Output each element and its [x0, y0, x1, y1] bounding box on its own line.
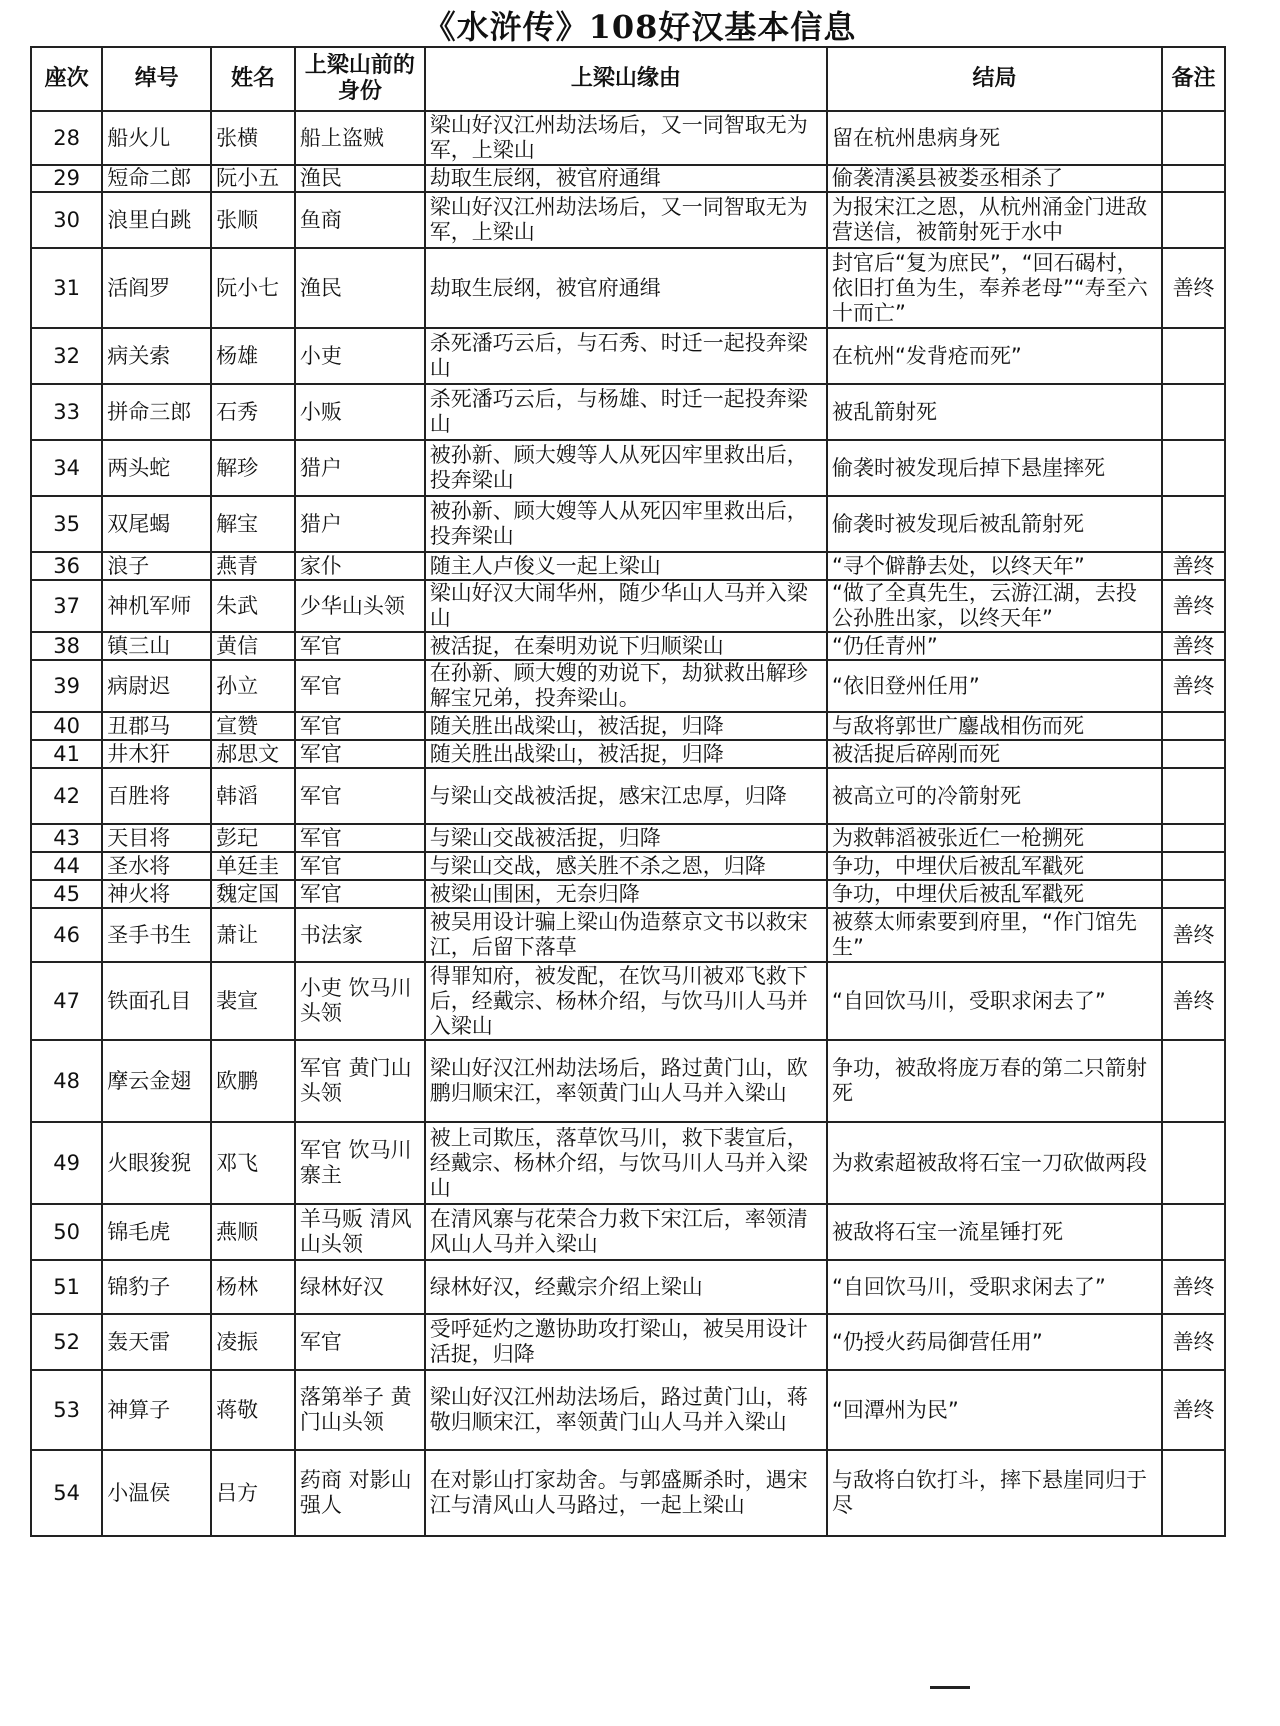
cell-ending: 争功，中埋伏后被乱军戳死: [827, 880, 1162, 908]
table-row: [31, 740, 1225, 768]
table-row: [31, 165, 1225, 192]
cell-name: 张顺: [211, 192, 295, 248]
cell-identity: 军官: [295, 740, 425, 768]
cell-name: 萧让: [211, 908, 295, 962]
cell-nickname: 摩云金翅: [102, 1040, 211, 1122]
cell-ending: 争功，中埋伏后被乱军戳死: [827, 852, 1162, 880]
cell-nickname: 船火儿: [102, 111, 211, 165]
cell-note: 善终: [1162, 962, 1225, 1040]
cell-seat: 32: [31, 328, 102, 384]
table-row: [31, 880, 1225, 908]
cell-seat: 46: [31, 908, 102, 962]
cell-seat: 30: [31, 192, 102, 248]
cell-ending: 偷袭时被发现后被乱箭射死: [827, 496, 1162, 552]
cell-nickname: 井木犴: [102, 740, 211, 768]
cell-seat: 37: [31, 580, 102, 632]
cell-reason: 与梁山交战，感关胜不杀之恩，归降: [425, 852, 827, 880]
cell-ending: 被敌将石宝一流星锤打死: [827, 1204, 1162, 1260]
cell-identity: 小贩: [295, 384, 425, 440]
cell-nickname: 神机军师: [102, 580, 211, 632]
cell-identity: 家仆: [295, 552, 425, 580]
table-row: [31, 111, 1225, 165]
table-row: [31, 712, 1225, 740]
cell-seat: 31: [31, 248, 102, 328]
cell-note: [1162, 712, 1225, 740]
table-row: [31, 1204, 1225, 1260]
table-row: [31, 1040, 1225, 1122]
cell-seat: 43: [31, 824, 102, 852]
page-mark: [930, 1686, 970, 1689]
cell-name: 解宝: [211, 496, 295, 552]
cell-identity: 军官 黄门山头领: [295, 1040, 425, 1122]
cell-seat: 33: [31, 384, 102, 440]
cell-note: 善终: [1162, 660, 1225, 712]
header-ending: 结局: [827, 47, 1162, 111]
cell-ending: 留在杭州患病身死: [827, 111, 1162, 165]
cell-ending: 被活捉后碎剐而死: [827, 740, 1162, 768]
cell-note: [1162, 328, 1225, 384]
cell-ending: 被乱箭射死: [827, 384, 1162, 440]
cell-reason: 梁山好汉江州劫法场后，又一同智取无为军，上梁山: [425, 192, 827, 248]
cell-note: [1162, 440, 1225, 496]
cell-reason: 随主人卢俊义一起上梁山: [425, 552, 827, 580]
cell-nickname: 轰天雷: [102, 1314, 211, 1370]
table-row: [31, 660, 1225, 712]
cell-identity: 军官 饮马川寨主: [295, 1122, 425, 1204]
cell-identity: 军官: [295, 712, 425, 740]
cell-nickname: 圣水将: [102, 852, 211, 880]
cell-note: [1162, 111, 1225, 165]
cell-reason: 得罪知府，被发配，在饮马川被邓飞救下后，经戴宗、杨林介绍，与饮马川人马并入梁山: [425, 962, 827, 1040]
table-row: [31, 1122, 1225, 1204]
header-identity: 上梁山前的身份: [295, 47, 425, 111]
cell-identity: 羊马贩 清风山头领: [295, 1204, 425, 1260]
cell-note: 善终: [1162, 552, 1225, 580]
table-row: [31, 1450, 1225, 1536]
table-row: [31, 908, 1225, 962]
table-row: [31, 824, 1225, 852]
cell-seat: 36: [31, 552, 102, 580]
cell-name: 黄信: [211, 632, 295, 660]
cell-seat: 38: [31, 632, 102, 660]
cell-reason: 杀死潘巧云后，与石秀、时迁一起投奔梁山: [425, 328, 827, 384]
cell-ending: “寻个僻静去处，以终天年”: [827, 552, 1162, 580]
cell-note: 善终: [1162, 908, 1225, 962]
cell-reason: 绿林好汉，经戴宗介绍上梁山: [425, 1260, 827, 1314]
cell-note: 善终: [1162, 632, 1225, 660]
cell-seat: 52: [31, 1314, 102, 1370]
cell-reason: 劫取生辰纲，被官府通缉: [425, 248, 827, 328]
cell-reason: 被孙新、顾大嫂等人从死囚牢里救出后，投奔梁山: [425, 496, 827, 552]
cell-nickname: 圣手书生: [102, 908, 211, 962]
cell-reason: 劫取生辰纲，被官府通缉: [425, 165, 827, 192]
table-row: [31, 852, 1225, 880]
table-row: [31, 248, 1225, 328]
cell-name: 凌振: [211, 1314, 295, 1370]
table-row: [31, 1314, 1225, 1370]
cell-ending: 为救索超被敌将石宝一刀砍做两段: [827, 1122, 1162, 1204]
cell-note: [1162, 740, 1225, 768]
cell-reason: 被梁山围困，无奈归降: [425, 880, 827, 908]
cell-ending: “回潭州为民”: [827, 1370, 1162, 1450]
table-row: [31, 440, 1225, 496]
cell-reason: 在清风寨与花荣合力救下宋江后，率领清风山人马并入梁山: [425, 1204, 827, 1260]
cell-reason: 被上司欺压，落草饮马川，救下裴宣后，经戴宗、杨林介绍，与饮马川人马并入梁山: [425, 1122, 827, 1204]
cell-seat: 28: [31, 111, 102, 165]
table-row: [31, 496, 1225, 552]
cell-seat: 47: [31, 962, 102, 1040]
cell-note: [1162, 384, 1225, 440]
cell-ending: 被高立可的冷箭射死: [827, 768, 1162, 824]
cell-name: 燕青: [211, 552, 295, 580]
cell-identity: 军官: [295, 632, 425, 660]
cell-note: 善终: [1162, 580, 1225, 632]
cell-identity: 军官: [295, 768, 425, 824]
cell-ending: 被蔡太师索要到府里，“作门馆先生”: [827, 908, 1162, 962]
cell-name: 燕顺: [211, 1204, 295, 1260]
cell-reason: 梁山好汉江州劫法场后，又一同智取无为军，上梁山: [425, 111, 827, 165]
cell-seat: 48: [31, 1040, 102, 1122]
cell-nickname: 火眼狻猊: [102, 1122, 211, 1204]
cell-nickname: 锦毛虎: [102, 1204, 211, 1260]
cell-note: [1162, 1450, 1225, 1536]
cell-note: [1162, 768, 1225, 824]
cell-ending: 封官后“复为庶民”，“回石碣村，依旧打鱼为生，奉养老母”“寿至六十而亡”: [827, 248, 1162, 328]
table-row: [31, 962, 1225, 1040]
cell-nickname: 神算子: [102, 1370, 211, 1450]
cell-name: 蒋敬: [211, 1370, 295, 1450]
cell-ending: “依旧登州任用”: [827, 660, 1162, 712]
cell-seat: 40: [31, 712, 102, 740]
header-name: 姓名: [211, 47, 295, 111]
cell-name: 孙立: [211, 660, 295, 712]
cell-ending: 与敌将白钦打斗，摔下悬崖同归于尽: [827, 1450, 1162, 1536]
header-reason: 上梁山缘由: [425, 47, 827, 111]
header-nickname: 绰号: [102, 47, 211, 111]
cell-reason: 被孙新、顾大嫂等人从死囚牢里救出后，投奔梁山: [425, 440, 827, 496]
cell-identity: 鱼商: [295, 192, 425, 248]
cell-name: 韩滔: [211, 768, 295, 824]
cell-note: [1162, 1040, 1225, 1122]
cell-name: 邓飞: [211, 1122, 295, 1204]
cell-name: 解珍: [211, 440, 295, 496]
cell-identity: 少华山头领: [295, 580, 425, 632]
table-row: [31, 384, 1225, 440]
cell-reason: 随关胜出战梁山，被活捉，归降: [425, 740, 827, 768]
cell-reason: 与梁山交战被活捉，归降: [425, 824, 827, 852]
cell-nickname: 病关索: [102, 328, 211, 384]
cell-nickname: 天目将: [102, 824, 211, 852]
cell-nickname: 百胜将: [102, 768, 211, 824]
cell-ending: “做了全真先生，云游江湖，去投公孙胜出家，以终天年”: [827, 580, 1162, 632]
cell-ending: 为报宋江之恩，从杭州涌金门进敌营送信，被箭射死于水中: [827, 192, 1162, 248]
cell-identity: 书法家: [295, 908, 425, 962]
table-body: [31, 111, 1225, 1536]
cell-nickname: 双尾蝎: [102, 496, 211, 552]
cell-name: 魏定国: [211, 880, 295, 908]
cell-identity: 军官: [295, 660, 425, 712]
cell-nickname: 短命二郎: [102, 165, 211, 192]
table-row: [31, 1370, 1225, 1450]
cell-nickname: 丑郡马: [102, 712, 211, 740]
cell-ending: 与敌将郭世广鏖战相伤而死: [827, 712, 1162, 740]
cell-ending: “仍任青州”: [827, 632, 1162, 660]
cell-name: 郝思文: [211, 740, 295, 768]
cell-identity: 药商 对影山强人: [295, 1450, 425, 1536]
cell-nickname: 铁面孔目: [102, 962, 211, 1040]
cell-note: 善终: [1162, 248, 1225, 328]
header-row: [31, 47, 1225, 111]
cell-note: 善终: [1162, 1260, 1225, 1314]
table-row: [31, 768, 1225, 824]
cell-identity: 军官: [295, 824, 425, 852]
cell-reason: 梁山好汉江州劫法场后，路过黄门山，蒋敬归顺宋江，率领黄门山人马并入梁山: [425, 1370, 827, 1450]
cell-identity: 军官: [295, 852, 425, 880]
cell-nickname: 拼命三郎: [102, 384, 211, 440]
cell-reason: 梁山好汉大闹华州，随少华山人马并入梁山: [425, 580, 827, 632]
cell-seat: 39: [31, 660, 102, 712]
cell-name: 单廷圭: [211, 852, 295, 880]
cell-seat: 49: [31, 1122, 102, 1204]
cell-ending: “自回饮马川，受职求闲去了”: [827, 962, 1162, 1040]
cell-nickname: 神火将: [102, 880, 211, 908]
cell-seat: 42: [31, 768, 102, 824]
cell-seat: 44: [31, 852, 102, 880]
cell-name: 欧鹏: [211, 1040, 295, 1122]
cell-identity: 船上盗贼: [295, 111, 425, 165]
cell-nickname: 小温侯: [102, 1450, 211, 1536]
cell-ending: 为救韩滔被张近仁一枪搠死: [827, 824, 1162, 852]
cell-seat: 34: [31, 440, 102, 496]
cell-reason: 被吴用设计骗上梁山伪造蔡京文书以救宋江，后留下落草: [425, 908, 827, 962]
cell-name: 吕方: [211, 1450, 295, 1536]
cell-identity: 小吏 饮马川头领: [295, 962, 425, 1040]
cell-name: 阮小五: [211, 165, 295, 192]
cell-identity: 绿林好汉: [295, 1260, 425, 1314]
heroes-table: [30, 46, 1226, 1537]
page-title: 《水浒传》108好汉基本信息: [423, 8, 857, 46]
cell-name: 杨雄: [211, 328, 295, 384]
cell-reason: 杀死潘巧云后，与杨雄、时迁一起投奔梁山: [425, 384, 827, 440]
cell-name: 宣赞: [211, 712, 295, 740]
cell-name: 裴宣: [211, 962, 295, 1040]
cell-reason: 在孙新、顾大嫂的劝说下，劫狱救出解珍解宝兄弟，投奔梁山。: [425, 660, 827, 712]
table-row: [31, 580, 1225, 632]
cell-identity: 猎户: [295, 440, 425, 496]
cell-seat: 35: [31, 496, 102, 552]
cell-nickname: 镇三山: [102, 632, 211, 660]
cell-note: [1162, 1122, 1225, 1204]
cell-note: [1162, 165, 1225, 192]
table-row: [31, 1260, 1225, 1314]
cell-note: [1162, 852, 1225, 880]
cell-ending: 争功，被敌将庞万春的第二只箭射死: [827, 1040, 1162, 1122]
cell-note: [1162, 496, 1225, 552]
cell-identity: 落第举子 黄门山头领: [295, 1370, 425, 1450]
table-row: [31, 552, 1225, 580]
cell-note: [1162, 824, 1225, 852]
cell-ending: 偷袭时被发现后掉下悬崖摔死: [827, 440, 1162, 496]
cell-name: 阮小七: [211, 248, 295, 328]
cell-seat: 53: [31, 1370, 102, 1450]
cell-nickname: 活阎罗: [102, 248, 211, 328]
cell-note: [1162, 192, 1225, 248]
cell-identity: 渔民: [295, 248, 425, 328]
header-seat: 座次: [31, 47, 102, 111]
cell-name: 彭玘: [211, 824, 295, 852]
cell-seat: 50: [31, 1204, 102, 1260]
cell-nickname: 浪子: [102, 552, 211, 580]
cell-identity: 军官: [295, 1314, 425, 1370]
cell-reason: 与梁山交战被活捉，感宋江忠厚，归降: [425, 768, 827, 824]
cell-identity: 军官: [295, 880, 425, 908]
cell-ending: “自回饮马川，受职求闲去了”: [827, 1260, 1162, 1314]
cell-nickname: 两头蛇: [102, 440, 211, 496]
cell-note: 善终: [1162, 1370, 1225, 1450]
table-row: [31, 192, 1225, 248]
cell-name: 朱武: [211, 580, 295, 632]
cell-name: 张横: [211, 111, 295, 165]
cell-reason: 在对影山打家劫舍。与郭盛厮杀时，遇宋江与清风山人马路过，一起上梁山: [425, 1450, 827, 1536]
cell-note: 善终: [1162, 1314, 1225, 1370]
cell-nickname: 病尉迟: [102, 660, 211, 712]
cell-seat: 45: [31, 880, 102, 908]
header-note: 备注: [1162, 47, 1225, 111]
cell-reason: 梁山好汉江州劫法场后，路过黄门山，欧鹏归顺宋江，率领黄门山人马并入梁山: [425, 1040, 827, 1122]
cell-ending: 偷袭清溪县被娄丞相杀了: [827, 165, 1162, 192]
cell-name: 杨林: [211, 1260, 295, 1314]
cell-identity: 猎户: [295, 496, 425, 552]
table-row: [31, 328, 1225, 384]
table-row: [31, 632, 1225, 660]
cell-seat: 51: [31, 1260, 102, 1314]
cell-reason: 随关胜出战梁山，被活捉，归降: [425, 712, 827, 740]
cell-note: [1162, 880, 1225, 908]
cell-identity: 小吏: [295, 328, 425, 384]
cell-nickname: 浪里白跳: [102, 192, 211, 248]
cell-nickname: 锦豹子: [102, 1260, 211, 1314]
cell-note: [1162, 1204, 1225, 1260]
cell-seat: 29: [31, 165, 102, 192]
cell-ending: “仍授火药局御营任用”: [827, 1314, 1162, 1370]
cell-seat: 54: [31, 1450, 102, 1536]
cell-reason: 受呼延灼之邀协助攻打梁山，被吴用设计活捉，归降: [425, 1314, 827, 1370]
cell-seat: 41: [31, 740, 102, 768]
cell-ending: 在杭州“发背疮而死”: [827, 328, 1162, 384]
cell-identity: 渔民: [295, 165, 425, 192]
cell-name: 石秀: [211, 384, 295, 440]
cell-reason: 被活捉，在秦明劝说下归顺梁山: [425, 632, 827, 660]
